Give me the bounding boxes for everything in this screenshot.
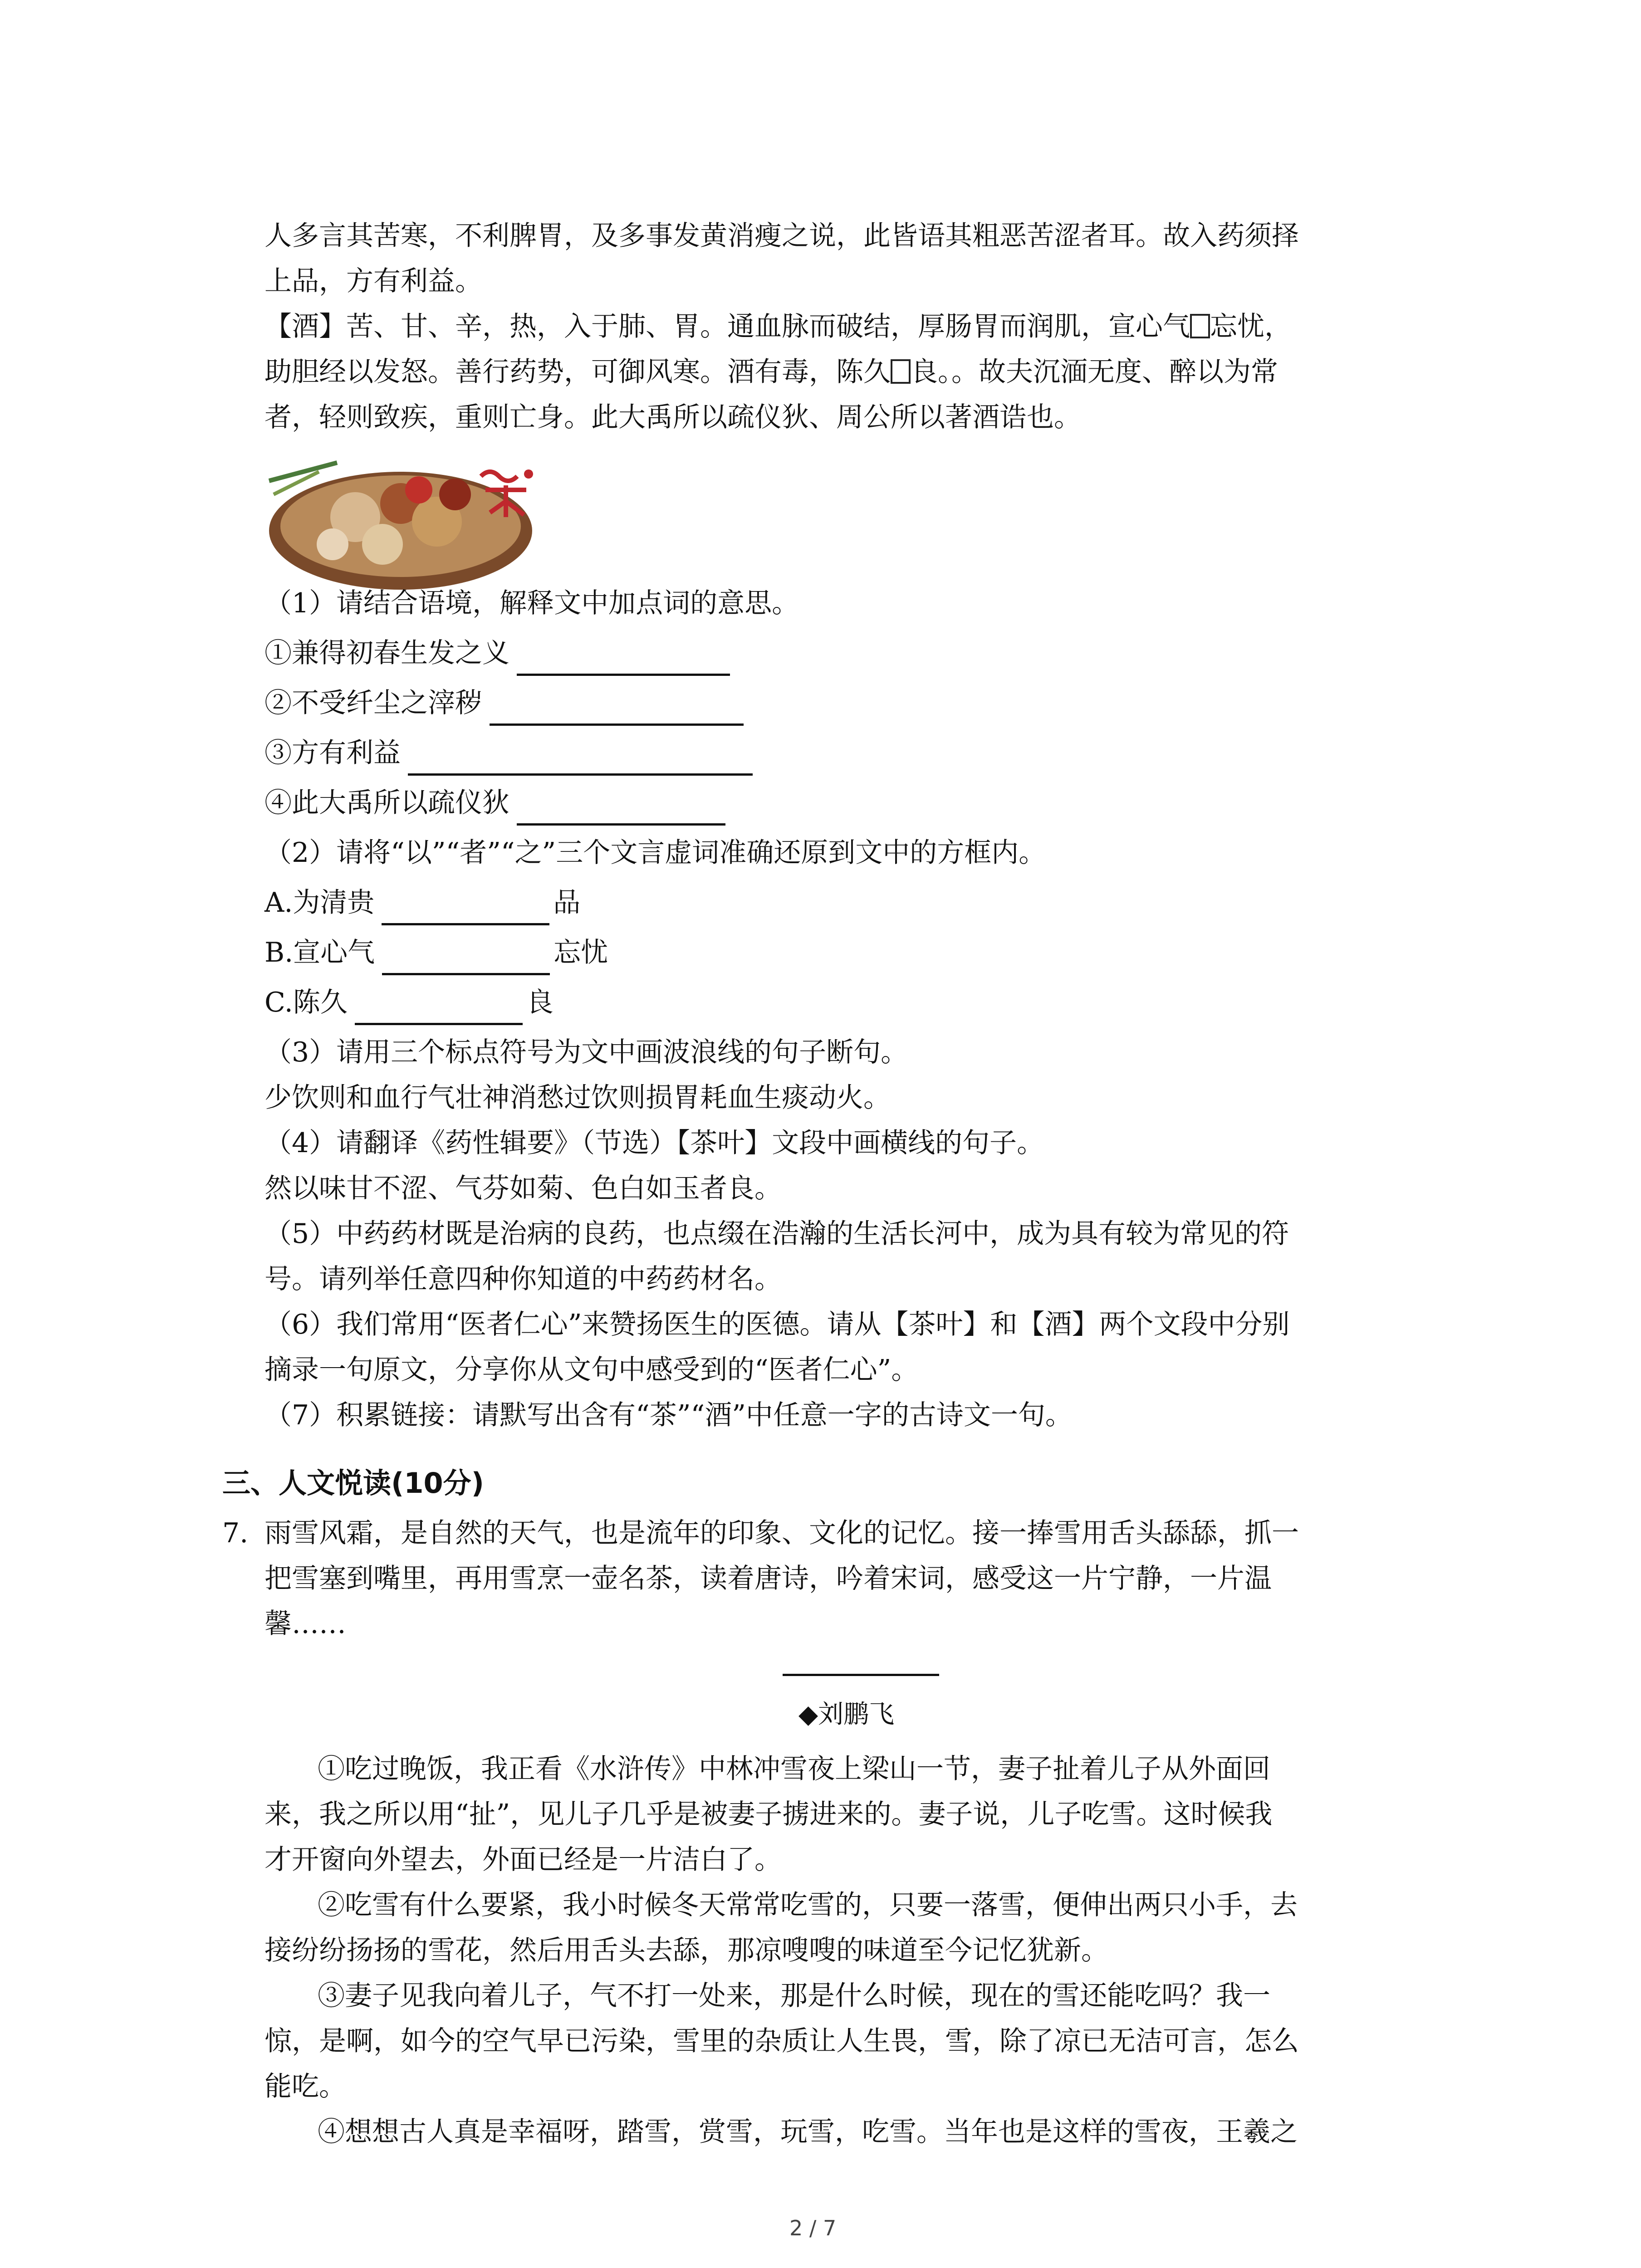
question-6: （6）我们常用“医者仁心”来赞扬医生的医德。请从【茶叶】和【酒】两个文段中分别 bbox=[265, 1309, 1290, 1340]
section-heading: 三、人文悦读(10分) bbox=[222, 1466, 484, 1500]
question-2: （2）请将“以”“者”“之”三个文言虚词准确还原到文中的方框内。 bbox=[265, 837, 1046, 869]
text-segment: 良。。故夫沉湎无度、醉以为常 bbox=[911, 356, 1278, 388]
question-5-cont: 号。请列举任意四种你知道的中药药材名。 bbox=[265, 1263, 782, 1295]
essay-line: 接纷纷扬扬的雪花，然后用舌头去舔，那凉嗖嗖的味道至今记忆犹新。 bbox=[265, 1935, 1108, 1966]
wine-passage-line bbox=[265, 304, 1462, 349]
text-segment: 忘忧， bbox=[1210, 311, 1292, 342]
intro-line: 馨…… bbox=[265, 1608, 346, 1640]
question-text: B.宣心气 bbox=[265, 937, 375, 968]
question-7: （7）积累链接：请默写出含有“茶”“酒”中任意一字的古诗文一句。 bbox=[265, 1399, 1073, 1431]
question-text: ②不受纤尘之滓秽 bbox=[265, 687, 482, 719]
question-text: ①兼得初春生发之义 bbox=[265, 637, 509, 669]
question-3-text: 少饮则和血行气壮神消愁过饮则损胃耗血生痰动火。 bbox=[265, 1082, 891, 1114]
question-1b bbox=[265, 680, 1462, 726]
question-6-cont: 摘录一句原文，分享你从文句中感受到的“医者仁心”。 bbox=[265, 1354, 919, 1386]
essay-line: ①吃过晚饭，我正看《水浒传》中林冲雪夜上梁山一节，妻子扯着儿子从外面回 bbox=[318, 1753, 1270, 1785]
question-number: 7. bbox=[222, 1517, 249, 1549]
answer-blank[interactable] bbox=[517, 794, 725, 826]
essay-line: 来，我之所以用“扯”，见儿子几乎是被妻子掳进来的。妻子说，儿子吃雪。这时候我 bbox=[265, 1799, 1273, 1830]
wine-passage-line: 者，轻则致疾，重则亡身。此大禹所以疏仪狄、周公所以著酒诰也。 bbox=[265, 401, 1081, 433]
question-text: 忘忧 bbox=[554, 937, 608, 968]
essay-line: ③妻子见我向着儿子，气不打一处来，那是什么时候，现在的雪还能吃吗？我一 bbox=[318, 1980, 1270, 2012]
question-text: 品 bbox=[553, 887, 581, 919]
author-name: ◆刘鹏飞 bbox=[798, 1700, 895, 1729]
question-3: （3）请用三个标点符号为文中画波浪线的句子断句。 bbox=[265, 1036, 908, 1068]
essay-line: 惊，是啊，如今的空气早已污染，雪里的杂质让人生畏，雪，除了凉已无洁可言，怎么 bbox=[265, 2025, 1299, 2057]
question-5: （5）中药药材既是治病的良药，也点缀在浩瀚的生活长河中，成为具有较为常见的符 bbox=[265, 1218, 1289, 1250]
title-blank-line bbox=[783, 1674, 939, 1676]
text-segment: 【酒】苦、甘、辛，热，入于肺、胃。通血脉而破结，厚肠胃而润肌，宣心气 bbox=[265, 311, 1190, 342]
answer-blank[interactable] bbox=[382, 894, 549, 925]
wine-passage-line bbox=[265, 349, 1462, 395]
intro-line: 雨雪风霜，是自然的天气，也是流年的印象、文化的记忆。接一捧雪用舌头舔舔，抓一 bbox=[265, 1517, 1299, 1549]
answer-blank[interactable] bbox=[355, 994, 523, 1025]
tea-seal-icon bbox=[472, 458, 540, 526]
question-text: 良 bbox=[526, 987, 554, 1018]
page-number: 2 / 7 bbox=[789, 2216, 837, 2240]
question-2c bbox=[265, 980, 1462, 1025]
passage-line: 人多言其苦寒，不利脾胃，及多事发黄消瘦之说，此皆语其粗恶苦涩者耳。故入药须择 bbox=[265, 220, 1299, 252]
question-1: （1）请结合语境，解释文中加点词的意思。 bbox=[265, 587, 799, 619]
essay-line: 能吃。 bbox=[265, 2071, 346, 2102]
question-text: ④此大禹所以疏仪狄 bbox=[265, 787, 509, 819]
question-2b bbox=[265, 930, 1462, 975]
essay-line: ④想想古人真是幸福呀，踏雪，赏雪，玩雪，吃雪。当年也是这样的雪夜，王羲之 bbox=[318, 2116, 1298, 2148]
text-segment: 助胆经以发怒。善行药势，可御风寒。酒有毒，陈久 bbox=[265, 356, 891, 388]
question-4: （4）请翻译《药性辑要》（节选）【茶叶】文段中画横线的句子。 bbox=[265, 1127, 1044, 1159]
question-text: C.陈久 bbox=[265, 987, 348, 1018]
answer-blank[interactable] bbox=[382, 944, 550, 975]
answer-blank[interactable] bbox=[408, 744, 753, 776]
question-1d bbox=[265, 780, 1462, 826]
question-2a bbox=[265, 880, 1462, 925]
question-1a bbox=[265, 631, 1462, 676]
intro-line: 把雪塞到嘴里，再用雪烹一壶名茶，读着唐诗，吟着宋词，感受这一片宁静，一片温 bbox=[265, 1563, 1272, 1594]
answer-blank[interactable] bbox=[490, 694, 744, 726]
question-1c bbox=[265, 730, 1462, 776]
passage-line: 上品，方有利益。 bbox=[265, 265, 482, 297]
essay-line: 才开窗向外望去，外面已经是一片洁白了。 bbox=[265, 1844, 782, 1876]
question-text: ③方有利益 bbox=[265, 737, 401, 769]
essay-line: ②吃雪有什么要紧，我小时候冬天常常吃雪的，只要一落雪，便伸出两只小手，去 bbox=[318, 1889, 1298, 1921]
question-4-text: 然以味甘不涩、气芬如菊、色白如玉者良。 bbox=[265, 1173, 782, 1204]
question-text: A.为清贵 bbox=[265, 887, 375, 919]
blank-box bbox=[1190, 314, 1210, 338]
answer-blank[interactable] bbox=[517, 645, 730, 676]
blank-box bbox=[891, 359, 911, 384]
